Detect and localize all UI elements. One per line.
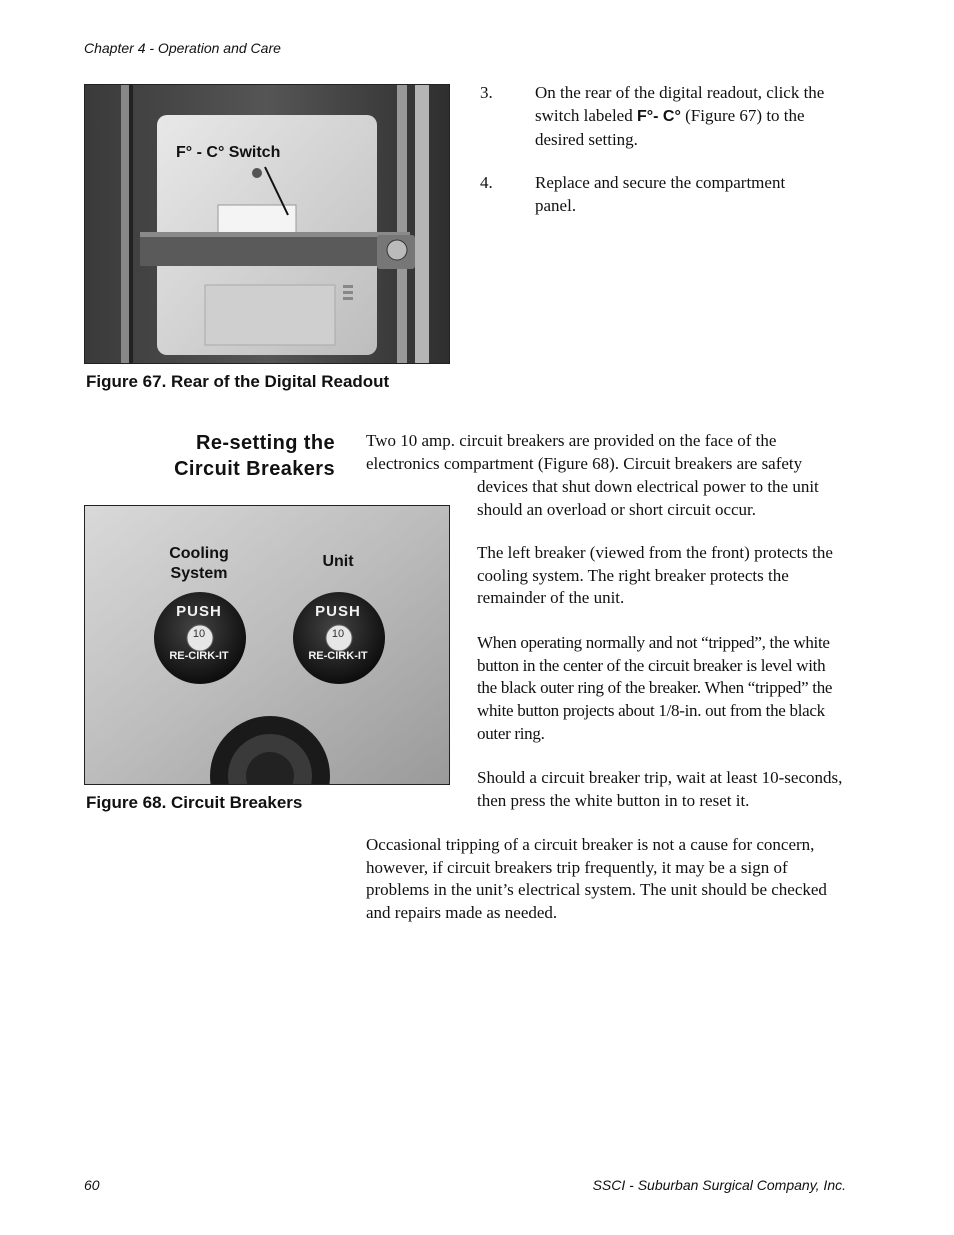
intro-continued: devices that shut down electrical power to the unit should an overload or short circuit occur.: [477, 477, 819, 519]
figure-67-photo: [84, 84, 450, 364]
step-4: [480, 171, 850, 219]
step-number: 3.: [480, 83, 493, 102]
occasional-tripping-paragraph: Occasional tripping of a circuit breaker is not a cause for concern, however, if circuit breakers trip frequently, it may be a sign of problems in the unit’s electrical system. The unit should be checked and repairs made as needed.: [366, 835, 827, 923]
right-breaker-recirkit-text: RE-CIRK-IT: [308, 650, 368, 662]
step-text: Replace and secure the compartment panel.: [535, 173, 786, 215]
page-number: 60: [84, 1177, 100, 1193]
breaker-protection-paragraph: The left breaker (viewed from the front) protects the cooling system. The right breaker protects the remainder of the unit.: [477, 543, 833, 608]
step-text: On the rear of the digital readout, click the switch labeled F°- C° (Figure 67) to the desired setting.: [535, 83, 825, 149]
intro-line-1: Two 10 amp. circuit breakers are provided on the face of the: [366, 431, 777, 450]
footer-company: SSCI - Suburban Surgical Company, Inc.: [592, 1177, 846, 1193]
right-breaker-center: 10: [331, 628, 345, 640]
section-heading: Re-setting the Circuit Breakers: [174, 432, 335, 480]
cooling-system-label: Cooling System: [169, 545, 229, 582]
step-number: 4.: [480, 173, 493, 192]
chapter-header: Chapter 4 - Operation and Care: [84, 40, 281, 56]
figure-68-photo: [84, 505, 450, 785]
tripped-description-paragraph: When operating normally and not “tripped”, the white button in the center of the circuit breaker is level with the black outer ring of the breaker. When “tripped” the white button projects about 1/8-in. out from the black outer ring.: [477, 633, 833, 743]
step-3: [480, 81, 850, 151]
switch-label: F° - C° Switch: [176, 144, 281, 161]
intro-line-2: electronics compartment (Figure 68). Circuit breakers are safety: [366, 454, 803, 473]
left-breaker-recirkit-text: RE-CIRK-IT: [169, 650, 229, 662]
figure-67-caption: Figure 67. Rear of the Digital Readout: [86, 372, 390, 391]
unit-label: Unit: [322, 553, 354, 570]
reset-instruction-paragraph: Should a circuit breaker trip, wait at least 10-seconds, then press the white button in to reset it.: [477, 768, 843, 810]
left-breaker-push-text: PUSH: [176, 603, 222, 620]
figure-68-caption: Figure 68. Circuit Breakers: [86, 793, 303, 812]
left-breaker-center: 10: [192, 628, 206, 640]
switch-name: F°- C°: [636, 108, 681, 125]
right-breaker-push-text: PUSH: [315, 603, 361, 620]
